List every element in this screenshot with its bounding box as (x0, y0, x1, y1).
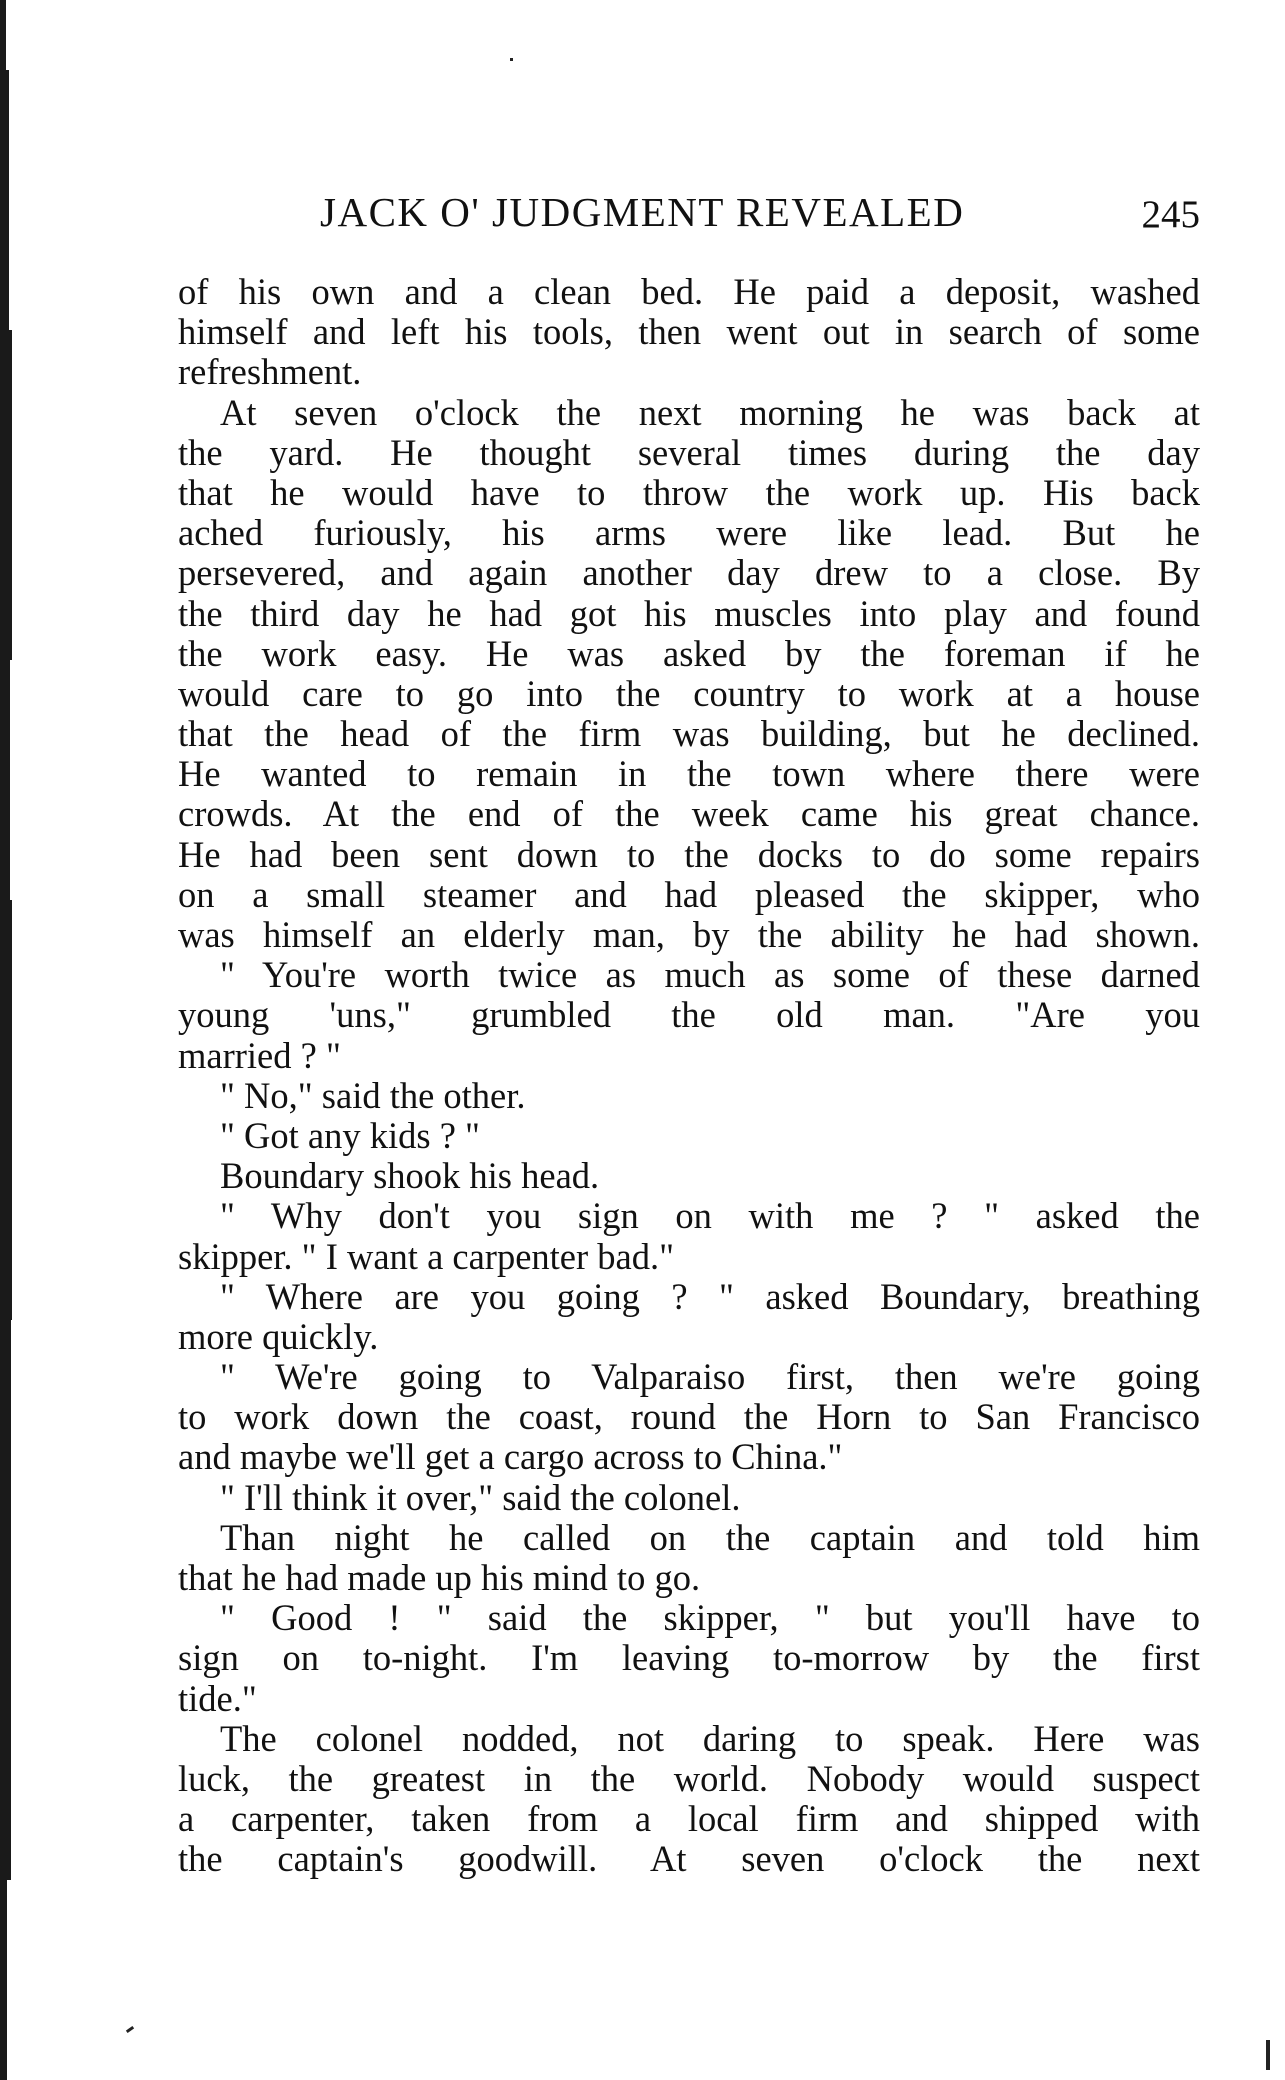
text-line: " We're going to Valparaiso first, then we're going (220, 1357, 1200, 1398)
text-line: He had been sent down to the docks to do some repairs (178, 834, 1200, 875)
text-line: persevered, and again another day drew to a close. By (178, 553, 1200, 594)
text-line: refreshment. (178, 352, 362, 393)
page-binding-edge (0, 0, 14, 2080)
text-line: married ? " (178, 1035, 341, 1076)
binding-shadow (0, 70, 9, 330)
text-line: the third day he had got his muscles into play and found (178, 593, 1200, 634)
binding-shadow (0, 900, 12, 1320)
page-header (320, 188, 1200, 240)
text-line: to work down the coast, round the Horn to San Francisco (178, 1397, 1200, 1438)
text-line: young 'uns," grumbled the old man. "Are you (178, 995, 1200, 1036)
body-text (178, 272, 1200, 1880)
page-number: 245 (1141, 193, 1200, 236)
binding-shadow (0, 0, 6, 70)
text-line: himself and left his tools, then went out in search of some (178, 312, 1200, 353)
text-line: " Why don't you sign on with me ? " asked the (220, 1196, 1200, 1237)
text-line: " No," said the other. (220, 1075, 526, 1116)
text-line: The colonel nodded, not daring to speak. Here was (220, 1718, 1200, 1759)
text-line: that he had made up his mind to go. (178, 1558, 701, 1598)
text-line: the yard. He thought several times during the day (178, 432, 1200, 473)
text-line: ached furiously, his arms were like lead. But he (178, 513, 1200, 554)
text-line: more quickly. (178, 1316, 379, 1357)
text-line: " Got any kids ? " (220, 1115, 480, 1156)
print-speck (126, 2026, 134, 2033)
text-line: that the head of the firm was building, but he declined. (178, 714, 1200, 755)
binding-shadow (0, 330, 12, 660)
text-line: on a small steamer and had pleased the skipper, who (178, 874, 1200, 915)
print-speck (510, 58, 513, 61)
running-head: JACK O' JUDGMENT REVEALED (320, 189, 965, 235)
text-line: Boundary shook his head. (220, 1156, 600, 1197)
text-line: " Where are you going ? " asked Boundary, breathing (220, 1276, 1200, 1317)
text-line: and maybe we'll get a cargo across to China." (178, 1437, 843, 1478)
text-line: a carpenter, taken from a local firm and shipped with (178, 1799, 1200, 1840)
text-line: " You're worth twice as much as some of these darned (220, 955, 1200, 996)
text-line: would care to go into the country to work at a house (178, 673, 1200, 714)
binding-shadow (0, 1320, 11, 1880)
text-line: Than night he called on the captain and told him (220, 1517, 1200, 1558)
text-line: that he would have to throw the work up. His back (178, 472, 1200, 513)
text-line: " I'll think it over," said the colonel. (220, 1477, 741, 1518)
print-speck (1266, 2040, 1270, 2070)
binding-shadow (0, 660, 10, 900)
text-line: He wanted to remain in the town where there were (178, 754, 1200, 795)
text-line: " Good ! " said the skipper, " but you'll have to (220, 1598, 1200, 1639)
text-line: was himself an elderly man, by the ability he had shown. (178, 915, 1200, 955)
text-line: At seven o'clock the next morning he was back at (220, 392, 1200, 433)
text-line: the work easy. He was asked by the foreman if he (178, 633, 1200, 674)
text-line: sign on to-night. I'm leaving to-morrow by the first (178, 1638, 1200, 1679)
text-line: skipper. " I want a carpenter bad." (178, 1236, 674, 1277)
text-line: of his own and a clean bed. He paid a deposit, washed (178, 272, 1200, 312)
binding-shadow (0, 1880, 7, 2080)
text-line: tide." (178, 1678, 257, 1719)
text-line: crowds. At the end of the week came his great chance. (178, 794, 1200, 835)
text-line: the captain's goodwill. At seven o'clock the next (178, 1839, 1200, 1880)
text-line: luck, the greatest in the world. Nobody would suspect (178, 1758, 1200, 1799)
